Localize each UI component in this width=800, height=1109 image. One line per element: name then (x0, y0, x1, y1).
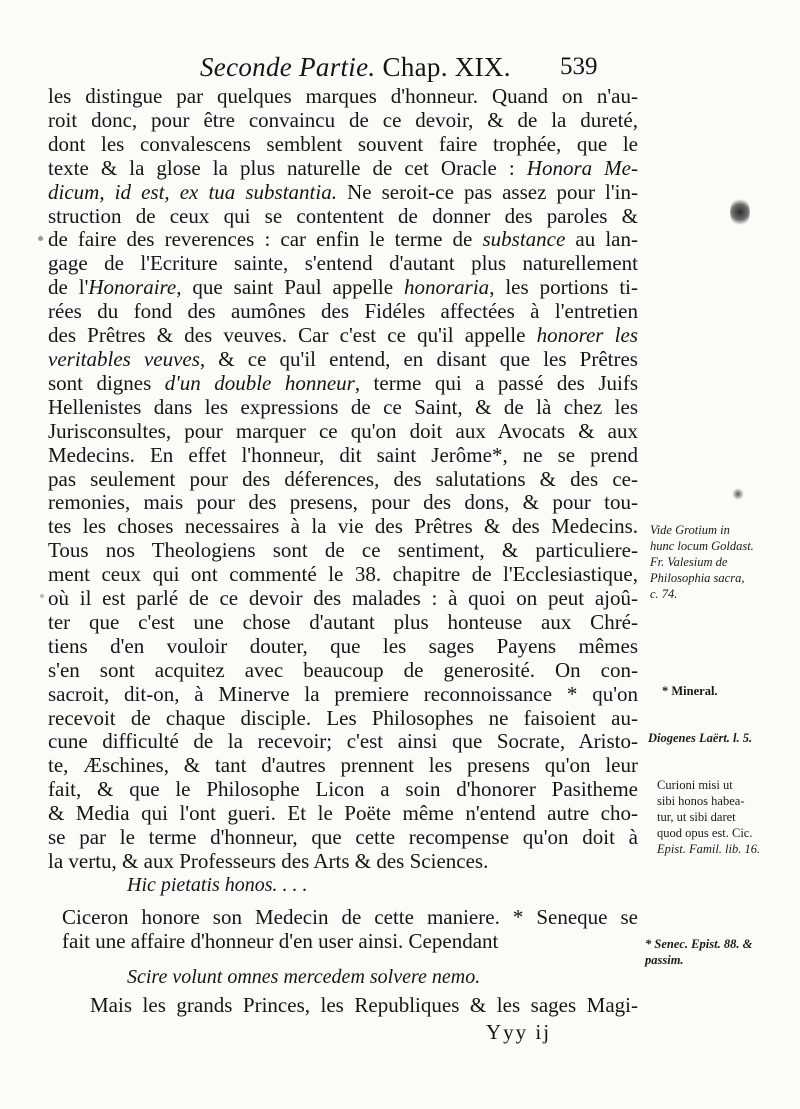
text-line (48, 802, 638, 826)
text-line (48, 778, 638, 802)
running-title (200, 50, 511, 84)
text-line (48, 252, 638, 276)
paragraph-ciceron (62, 905, 638, 953)
text-run: des Prêtres & des veuves. Car c'est ce qu'il appelle (48, 323, 537, 348)
text-run: Jurisconsultes, pour marquer ce qu'on doit aux Avocats & aux (48, 418, 638, 443)
text-run: se par le terme d'honneur, que cette recompense qu'on doit à (48, 825, 638, 850)
text-run: , & ce qu'il entend, en disant que les Prêtres (199, 346, 638, 371)
text-line: Mais les grands Princes, les Republiques & les sages Magi- (90, 993, 638, 1017)
text-line (48, 826, 638, 850)
text-line (48, 276, 638, 300)
text-line (48, 730, 638, 754)
italic-run: veritables veuves (48, 346, 200, 371)
signature-mark: Yyy ij (486, 1020, 552, 1044)
part-title: Seconde Partie. (200, 52, 376, 82)
ink-blot (732, 488, 744, 500)
margin-note-line: quod opus est. Cic. (657, 826, 753, 840)
text-line (48, 539, 638, 563)
chapter-title: Chap. XIX. (382, 52, 511, 82)
text-line (48, 754, 638, 778)
text-line (48, 300, 638, 324)
verse-quotation-latin: Scire volunt omnes mercedem solvere nemo. (127, 966, 481, 988)
text-line (48, 420, 638, 444)
text-run: , terme qui a passé des Juifs (354, 370, 638, 395)
text-run: & Media qui l'ont gueri. Et le Poëte même n'entend autre cho- (48, 801, 638, 826)
text-run: la vertu, & aux Professeurs des Arts & des Sciences. (48, 849, 489, 873)
verse-quotation: Hic pietatis honos. . . . (127, 874, 308, 896)
text-run: de l' (48, 275, 89, 300)
text-line (48, 515, 638, 539)
page-number: 539 (560, 53, 598, 80)
text-run: tes les choses necessaires à la vie des Prêtres & des Medecins. (48, 514, 638, 539)
italic-run: Honoraire (88, 275, 177, 300)
main-paragraph (48, 85, 638, 874)
text-line (48, 181, 638, 205)
margin-note-line: Fr. Valesium de (650, 555, 728, 569)
text-line (48, 468, 638, 492)
italic-run: d'un double honneur (164, 370, 355, 395)
text-line (48, 635, 638, 659)
ink-speck (38, 236, 43, 241)
italic-run: honorer les (536, 323, 638, 348)
text-run: dont les convalescens semblent souvent faire trophée, que le (48, 131, 638, 156)
text-run: les distingue par quelques marques d'honneur. Quand on n'au- (48, 84, 638, 108)
text-run: cune difficulté de la recevoir; c'est ainsi que Socrate, Aristo- (48, 729, 638, 754)
text-line: Ciceron honore son Medecin de cette maniere. * Seneque se (62, 905, 638, 929)
text-line (48, 587, 638, 611)
margin-note-line: passim. (645, 953, 684, 967)
italic-run: substance (482, 227, 566, 252)
text-run: sacroit, dit-on, à Minerve la premiere reconnoissance * qu'on (48, 681, 638, 706)
italic-run: honoraria (404, 275, 490, 300)
italic-run: dicum, id est, ex tua substantia. (48, 179, 337, 204)
text-run: pas seulement pour des déferences, des salutations & des ce- (48, 466, 638, 491)
text-line (48, 659, 638, 683)
margin-note-line: Curioni misi ut (657, 778, 733, 792)
text-run: au lan- (565, 227, 638, 252)
margin-note-curioni (657, 777, 800, 857)
running-header (0, 50, 800, 84)
text-line (48, 683, 638, 707)
margin-note-line: hunc locum Goldast. (650, 539, 754, 553)
text-run: , les portions ti- (489, 275, 638, 300)
text-run: Medecins. En effet l'honneur, dit saint Jerôme*, ne se prend (48, 442, 638, 467)
text-run: s'en sont acquitez avec beaucoup de generosité. On con- (48, 657, 638, 682)
text-run: fait, & que le Philosophe Licon a soin d'honorer Pasitheme (48, 777, 638, 802)
text-run: rées du fond des aumônes des Fidéles affectées à l'entretien (48, 299, 638, 324)
text-line (48, 491, 638, 515)
margin-note-line: tur, ut sibi daret (657, 810, 736, 824)
text-line (48, 396, 638, 420)
margin-note-line: Philosophia sacra, (650, 571, 745, 585)
margin-note-mineral: * Mineral. (662, 684, 718, 698)
margin-note-line: * Senec. Epist. 88. & (645, 937, 753, 951)
margin-note-grotius (650, 522, 800, 602)
text-run: Ne seroit-ce pas assez pour l'in- (336, 179, 639, 204)
text-line (48, 707, 638, 731)
text-line (48, 372, 638, 396)
text-line (48, 157, 638, 181)
paragraph-closing (90, 993, 638, 1017)
margin-note-diogenes: Diogenes Laërt. l. 5. (648, 731, 753, 745)
text-line (48, 324, 638, 348)
text-run: roit donc, pour être convaincu de ce devoir, & de la dureté, (48, 107, 638, 132)
text-line: fait une affaire d'honneur d'en user ainsi. Cependant (62, 929, 499, 953)
text-run: texte & la glose la plus naturelle de cet Oracle : (48, 155, 527, 180)
text-run: où il est parlé de ce devoir des malades : à quoi on peut ajoû- (48, 586, 638, 611)
text-line (48, 563, 638, 587)
text-run: remonies, mais pour des presens, pour des dons, & pour tou- (48, 490, 638, 515)
text-line (48, 444, 638, 468)
text-run: Hellenistes dans les expressions de ce Saint, & de là chez les (48, 394, 638, 419)
text-line (48, 611, 638, 635)
text-run: recevoit de chaque disciple. Les Philosophes ne faisoient au- (48, 705, 638, 730)
text-run: struction de ceux qui se contentent de donner des paroles & (48, 203, 638, 228)
margin-note-line: sibi honos habea- (657, 794, 745, 808)
text-run: tiens d'en vouloir douter, que les sages Payens mêmes (48, 633, 638, 658)
text-line (48, 205, 638, 229)
text-line (48, 348, 638, 372)
ink-blot (730, 198, 750, 226)
italic-run: Honora Me- (526, 155, 638, 180)
margin-note-line: Vide Grotium in (650, 523, 730, 537)
ink-speck (40, 594, 44, 598)
margin-note-line: c. 74. (650, 587, 678, 601)
text-run: , que saint Paul appelle (176, 275, 404, 300)
text-line (48, 133, 638, 157)
text-run: Tous nos Theologiens sont de ce sentiment, & particuliere- (48, 538, 638, 563)
text-run: te, Æschines, & tant d'autres prennent les presens qu'on leur (48, 753, 638, 778)
text-line (48, 109, 638, 133)
text-run: de faire des reverences : car enfin le terme de (48, 227, 483, 252)
margin-note-seneca (645, 936, 795, 968)
text-run: gage de l'Ecriture sainte, s'entend d'autant plus naturellement (48, 251, 638, 276)
text-line (48, 228, 638, 252)
text-run: ter que c'est une chose d'autant plus honteuse aux Chré- (48, 609, 638, 634)
text-run: sont dignes (48, 370, 165, 395)
margin-note-line: Epist. Famil. lib. 16. (657, 842, 761, 856)
text-run: ment ceux qui ont commenté le 38. chapitre de l'Ecclesiastique, (48, 562, 638, 587)
text-line (48, 85, 638, 109)
